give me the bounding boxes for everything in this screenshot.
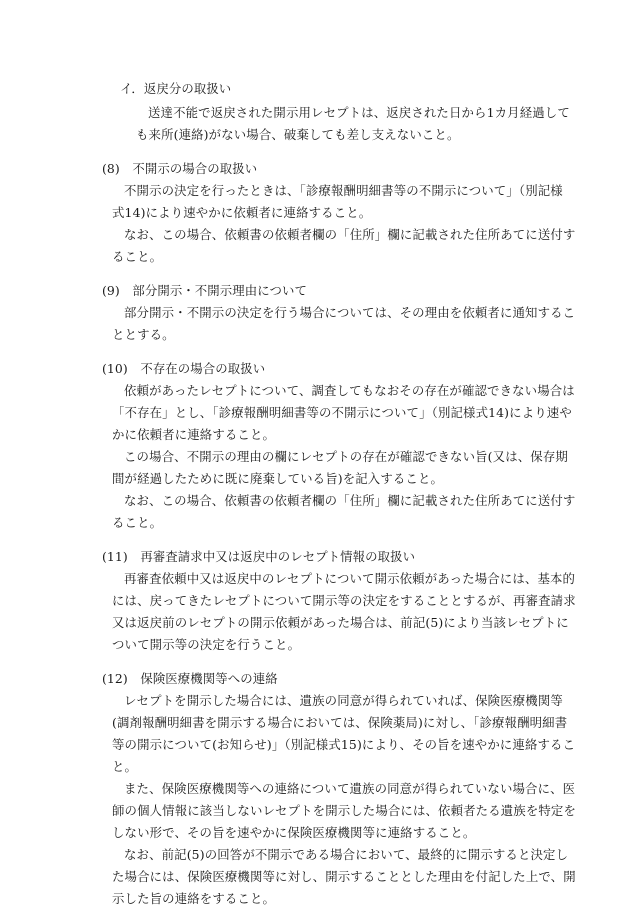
section-10-line-4: この場合、不開示の理由の欄にレセプトの存在が確認できない旨(又は、保存期	[124, 449, 568, 464]
section-heading-10: (10) 不存在の場合の取扱い	[102, 361, 266, 376]
section-11-line-2: には、戻ってきたレセプトについて開示等の決定をすることとするが、再審査請求	[112, 593, 576, 608]
section-12-line-8: なお、前記(5)の回答が不開示である場合において、最終的に開示すると決定し	[124, 847, 569, 862]
section-8-line-2: 式14)により速やかに依頼者に連絡すること。	[112, 205, 372, 220]
section-i-line-2: も来所(連絡)がない場合、破棄しても差し支えないこと。	[136, 127, 460, 142]
section-10-line-1: 依頼があったレセプトについて、調査してもなおその存在が確認できない場合は	[124, 383, 575, 398]
section-heading-8: (8) 不開示の場合の取扱い	[102, 161, 258, 176]
section-8-line-3: なお、この場合、依頼書の依頼者欄の「住所」欄に記載された住所あてに送付す	[124, 227, 576, 242]
section-heading-9: (9) 部分開示・不開示理由について	[102, 283, 307, 298]
section-8-line-1: 不開示の決定を行ったときは、「診療報酬明細書等の不開示について」（別記様	[124, 183, 563, 198]
section-10-line-7: ること。	[112, 515, 163, 530]
section-12-line-5: また、保険医療機関等への連絡について遺族の同意が得られていない場合に、医	[124, 781, 576, 796]
section-12-line-4: と。	[112, 759, 138, 774]
section-8-line-4: ること。	[112, 249, 163, 264]
section-12-line-6: 師の個人情報に該当しないレセプトを開示した場合には、依頼者たる遺族を特定を	[112, 803, 577, 818]
section-10-line-3: かに依頼者に連絡すること。	[112, 427, 276, 442]
section-10-line-5: 間が経過したために既に廃棄している旨)を記入すること。	[112, 471, 444, 486]
section-9-line-2: ととする。	[112, 327, 175, 342]
section-heading-12: (12) 保険医療機関等への連絡	[102, 671, 278, 686]
section-9-line-1: 部分開示・不開示の決定を行う場合については、その理由を依頼者に通知するこ	[124, 305, 576, 320]
section-12-line-3: 等の開示について(お知らせ)」（別記様式15)により、その旨を速やかに連絡するこ	[112, 737, 576, 752]
section-11-line-1: 再審査依頼中又は返戻中のレセプトについて開示依頼があった場合には、基本的	[124, 571, 576, 586]
section-12-line-10: 示した旨の連絡をすること。	[112, 891, 276, 906]
section-11-line-4: ついて開示等の決定を行うこと。	[112, 637, 301, 652]
section-heading-i: イ．返戻分の取扱い	[120, 81, 232, 96]
section-11-line-3: 又は返戻前のレセプトの開示依頼があった場合は、前記(5)により当該レセプトに	[112, 615, 569, 630]
section-12-line-1: レセプトを開示した場合には、遺族の同意が得られていれば、保険医療機関等	[124, 693, 563, 708]
section-i-line-1: 送達不能で返戻された開示用レセプトは、返戻された日から1カ月経過して	[148, 105, 570, 120]
section-10-line-2: 「不存在」とし、「診療報酬明細書等の不開示について」（別記様式14)により速や	[112, 405, 572, 420]
section-10-line-6: なお、この場合、依頼書の依頼者欄の「住所」欄に記載された住所あてに送付す	[124, 493, 576, 508]
section-12-line-2: (調剤報酬明細書を開示する場合においては、保険薬局)に対し、「診療報酬明細書	[112, 715, 568, 730]
section-12-line-9: た場合には、保険医療機関等に対し、開示することとした理由を付記した上で、開	[112, 869, 576, 884]
section-heading-11: (11) 再審査請求中又は返戻中のレセプト情報の取扱い	[102, 549, 416, 564]
section-12-line-7: しない形で、その旨を速やかに保険医療機関等に連絡すること。	[112, 825, 476, 840]
